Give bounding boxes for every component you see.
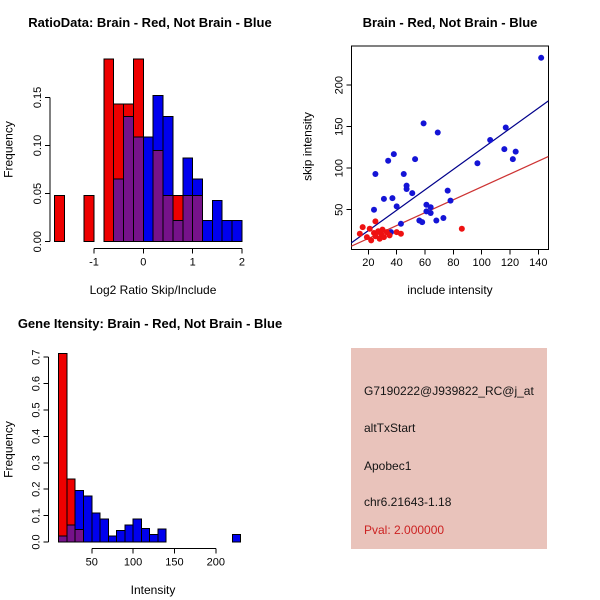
- histogram-bar-blue: [163, 117, 173, 196]
- scatter-point-blue: [419, 219, 425, 225]
- x-tick-label: 1: [189, 256, 196, 269]
- histogram-bar-overlap: [59, 536, 67, 542]
- histogram-bar-overlap: [153, 150, 163, 241]
- pval-text: Pval: 2.000000: [364, 523, 445, 537]
- ratio-hist-ylabel: Frequency: [1, 121, 16, 178]
- info-panel: [351, 348, 547, 549]
- histogram-bar-red: [114, 104, 124, 179]
- y-tick-label: 50: [333, 203, 346, 216]
- scatter-point-blue: [428, 210, 434, 216]
- x-tick-label: -1: [89, 256, 99, 269]
- scatter-point-blue: [394, 203, 400, 209]
- scatter-point-blue: [401, 171, 407, 177]
- scatter-point-blue: [412, 156, 418, 162]
- scatter-point-blue: [538, 55, 544, 61]
- scatter-point-blue: [371, 207, 377, 213]
- histogram-bar-blue: [141, 528, 149, 542]
- gene-name-text: Apobec1: [364, 459, 412, 473]
- x-tick-label: 200: [206, 556, 225, 569]
- scatter-xlabel: include intensity: [407, 283, 493, 297]
- x-tick-label: 0: [140, 256, 147, 269]
- histogram-bar-blue: [125, 525, 133, 542]
- histogram-bar-red: [173, 196, 183, 221]
- histogram-bar-overlap: [183, 196, 193, 242]
- histogram-bar-overlap: [75, 529, 83, 542]
- histogram-bar-blue: [232, 535, 240, 542]
- scatter-point-blue: [398, 221, 404, 227]
- histogram-bar-blue: [212, 200, 222, 241]
- histogram-bar-overlap: [133, 137, 143, 242]
- histogram-bar-blue: [92, 513, 100, 542]
- histogram-bar-red: [104, 59, 114, 242]
- scatter-point-red: [372, 218, 378, 224]
- gene-hist-xlabel: Intensity: [130, 583, 176, 597]
- y-tick-label: 0.5: [30, 402, 43, 418]
- scatter-point-blue: [501, 146, 507, 152]
- gene-hist-ylabel: Frequency: [1, 421, 16, 478]
- histogram-bar-overlap: [193, 196, 203, 242]
- x-tick-label: 60: [418, 257, 432, 269]
- histogram-bar-blue: [183, 158, 193, 196]
- scatter-point-blue: [421, 120, 427, 126]
- scatter-point-blue: [513, 149, 519, 155]
- histogram-bar-red: [55, 196, 65, 242]
- x-tick-label: 20: [362, 257, 375, 269]
- scatter-point-blue: [474, 160, 480, 166]
- y-tick-label: 0.00: [32, 230, 44, 253]
- histogram-bar-blue: [143, 137, 153, 242]
- histogram-bar-blue: [153, 95, 163, 150]
- y-tick-label: 0.2: [30, 481, 43, 497]
- y-tick-label: 0.3: [30, 455, 43, 471]
- x-tick-label: 120: [500, 257, 520, 269]
- x-tick-label: 100: [472, 257, 491, 269]
- scatter-point-blue: [381, 196, 387, 202]
- x-tick-label: 100: [123, 556, 143, 569]
- x-tick-label: 40: [390, 257, 403, 269]
- histogram-bar-blue: [133, 519, 141, 542]
- histogram-bar-blue: [117, 531, 125, 542]
- scatter-point-red: [357, 231, 363, 237]
- histogram-bar-blue: [100, 519, 108, 542]
- scatter-point-blue: [391, 151, 397, 157]
- scatter-point-red: [387, 232, 393, 238]
- histogram-bar-overlap: [163, 196, 173, 242]
- histogram-bar-overlap: [173, 221, 183, 242]
- scatter-point-blue: [409, 190, 415, 196]
- x-tick-label: 2: [238, 256, 246, 269]
- scatter-point-blue: [435, 130, 441, 136]
- scatter-point-blue: [445, 188, 451, 194]
- histogram-bar-blue: [108, 536, 116, 542]
- y-tick-label: 150: [333, 117, 346, 136]
- scatter-point-red: [398, 231, 404, 237]
- histogram-bar-red: [67, 479, 75, 525]
- probe-id-text: G7190222@J939822_RC@j_at: [364, 384, 534, 398]
- histogram-bar-blue: [232, 221, 242, 242]
- ratio-hist-xlabel: Log2 Ratio Skip/Include: [89, 283, 217, 297]
- y-tick-label: 0.4: [30, 428, 43, 445]
- histogram-bar-blue: [158, 529, 166, 542]
- y-tick-label: 0.05: [32, 182, 44, 205]
- scatter-point-blue: [389, 195, 395, 201]
- scatter-point-blue: [448, 198, 454, 204]
- scatter-point-blue: [372, 171, 378, 177]
- scatter-plot-box: [352, 46, 549, 249]
- histogram-bar-blue: [83, 496, 91, 542]
- scatter-point-blue: [487, 137, 493, 143]
- histogram-bar-overlap: [114, 179, 124, 242]
- scatter-point-blue: [404, 186, 410, 192]
- ratio-hist-title: RatioData: Brain - Red, Not Brain - Blue: [28, 15, 272, 30]
- scatter-point-red: [360, 224, 366, 230]
- y-tick-label: 100: [333, 159, 346, 178]
- histogram-bar-red: [84, 196, 94, 242]
- event-type-text: altTxStart: [364, 421, 416, 435]
- x-tick-label: 140: [529, 257, 548, 269]
- scatter-point-red: [459, 226, 465, 232]
- histogram-bar-red: [124, 104, 134, 117]
- histogram-bar-red: [133, 59, 143, 137]
- histogram-bar-overlap: [67, 525, 75, 542]
- not-brain-fit-line: [351, 101, 548, 243]
- histogram-bar-blue: [75, 490, 83, 529]
- histogram-bar-red: [59, 354, 67, 537]
- x-tick-label: 150: [165, 556, 184, 569]
- y-tick-label: 0.15: [32, 86, 44, 109]
- scatter-point-blue: [510, 156, 516, 162]
- scatter-point-blue: [385, 158, 391, 164]
- y-tick-label: 0.10: [32, 134, 44, 157]
- scatter-ylabel: skip intensity: [300, 112, 315, 181]
- y-tick-label: 200: [333, 76, 346, 95]
- x-tick-label: 80: [447, 257, 460, 269]
- histogram-bar-overlap: [124, 117, 134, 242]
- y-tick-label: 0.0: [30, 534, 43, 550]
- histogram-bar-blue: [193, 179, 203, 195]
- x-tick-label: 50: [85, 556, 98, 569]
- histogram-bar-blue: [222, 221, 232, 242]
- scatter-point-blue: [440, 215, 446, 221]
- scatter-title: Brain - Red, Not Brain - Blue: [362, 15, 538, 30]
- scatter-point-blue: [433, 217, 439, 223]
- y-tick-label: 0.7: [30, 349, 43, 365]
- scatter-point-blue: [503, 125, 509, 131]
- histogram-bar-blue: [150, 535, 158, 542]
- y-tick-label: 0.6: [30, 375, 43, 392]
- location-text: chr6.21643-1.18: [364, 495, 452, 509]
- y-tick-label: 0.1: [30, 507, 43, 524]
- histogram-bar-blue: [202, 221, 212, 242]
- gene-hist-title: Gene Itensity: Brain - Red, Not Brain - Blue: [17, 316, 283, 331]
